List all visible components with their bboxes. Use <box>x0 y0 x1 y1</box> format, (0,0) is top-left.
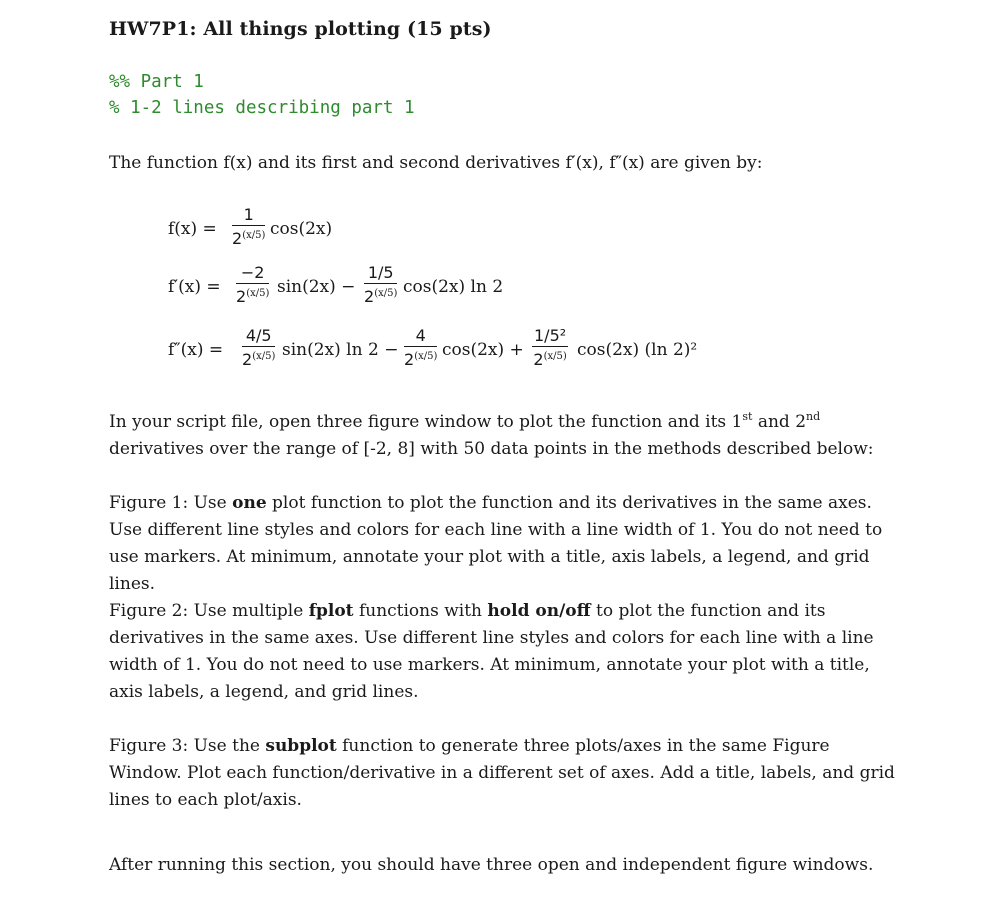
eq-f1-mid: sin(2x) − <box>277 277 356 297</box>
intro-text: The function f(x) and its first and second derivatives f′(x), f″(x) are given by: <box>109 153 763 173</box>
range-paragraph: In your script file, open three figure window to plot the function and its 1st and 2nd derivatives over the range of [-2, 8] with 50 data points in the methods described below: <box>109 410 874 459</box>
figure2-instructions: Figure 2: Use multiple fplot functions with hold on/off to plot the function and its derivatives in the same axes. Use different line styles and colors for each line with a line width of 1. You do not need to use markers. At minimum, annotate your plot with a title, axis labels, a legend, and grid lines. <box>109 601 874 702</box>
eq-f1-fraction-b: 1/5 2(x/5) <box>364 263 398 306</box>
eq-f2-fraction-a: 4/5 2(x/5) <box>242 326 276 369</box>
page-title: HW7P1: All things plotting (15 pts) <box>109 18 492 40</box>
code-comment-part1: %% Part 1 <box>109 72 204 92</box>
eq-f1-numerator-b: 1/5 <box>367 263 394 282</box>
eq-f2-mid-a: sin(2x) ln 2 − <box>282 340 399 360</box>
eq-f1-label: f′(x) = <box>168 277 221 297</box>
eq-f2-fraction-c: 1/5² 2(x/5) <box>533 326 567 369</box>
eq-f2-fraction-b: 4 2(x/5) <box>404 326 438 369</box>
eq-f-denominator: 2(x/5) <box>232 229 266 248</box>
eq-f2-label: f″(x) = <box>168 340 224 360</box>
eq-f1-numerator-a: −2 <box>240 263 265 282</box>
eq-f-label: f(x) = <box>168 219 217 239</box>
figure1-instructions: Figure 1: Use one plot function to plot the function and its derivatives in the same axes. Use different line styles and colors for each line with a line width of 1. You do not need to use markers. At minimum, annotate your plot with a title, axis labels, a legend, and grid lines. <box>109 493 883 594</box>
eq-f-fraction <box>232 205 265 249</box>
eq-f2-numerator-c: 1/5² <box>534 326 567 345</box>
eq-f-numerator: 1 <box>243 205 254 224</box>
eq-f1-tail: cos(2x) ln 2 <box>403 277 504 297</box>
eq-f-tail: cos(2x) <box>270 219 333 239</box>
eq-f2-numerator-a: 4/5 <box>245 326 272 345</box>
eq-f2-tail: cos(2x) (ln 2)² <box>577 340 698 360</box>
eq-f1-fraction-a: −2 2(x/5) <box>236 263 270 306</box>
code-comment-description: % 1-2 lines describing part 1 <box>109 98 415 118</box>
eq-f2-numerator-b: 4 <box>415 326 426 345</box>
figure3-instructions: Figure 3: Use the subplot function to generate three plots/axes in the same Figure Window. Plot each function/derivative in a different set of axes. Add a title, labels, and grid lines to each plot/axis. <box>109 736 895 810</box>
closing-text: After running this section, you should have three open and independent figure windows. <box>109 855 874 875</box>
eq-f2-mid-b: cos(2x) + <box>442 340 524 360</box>
